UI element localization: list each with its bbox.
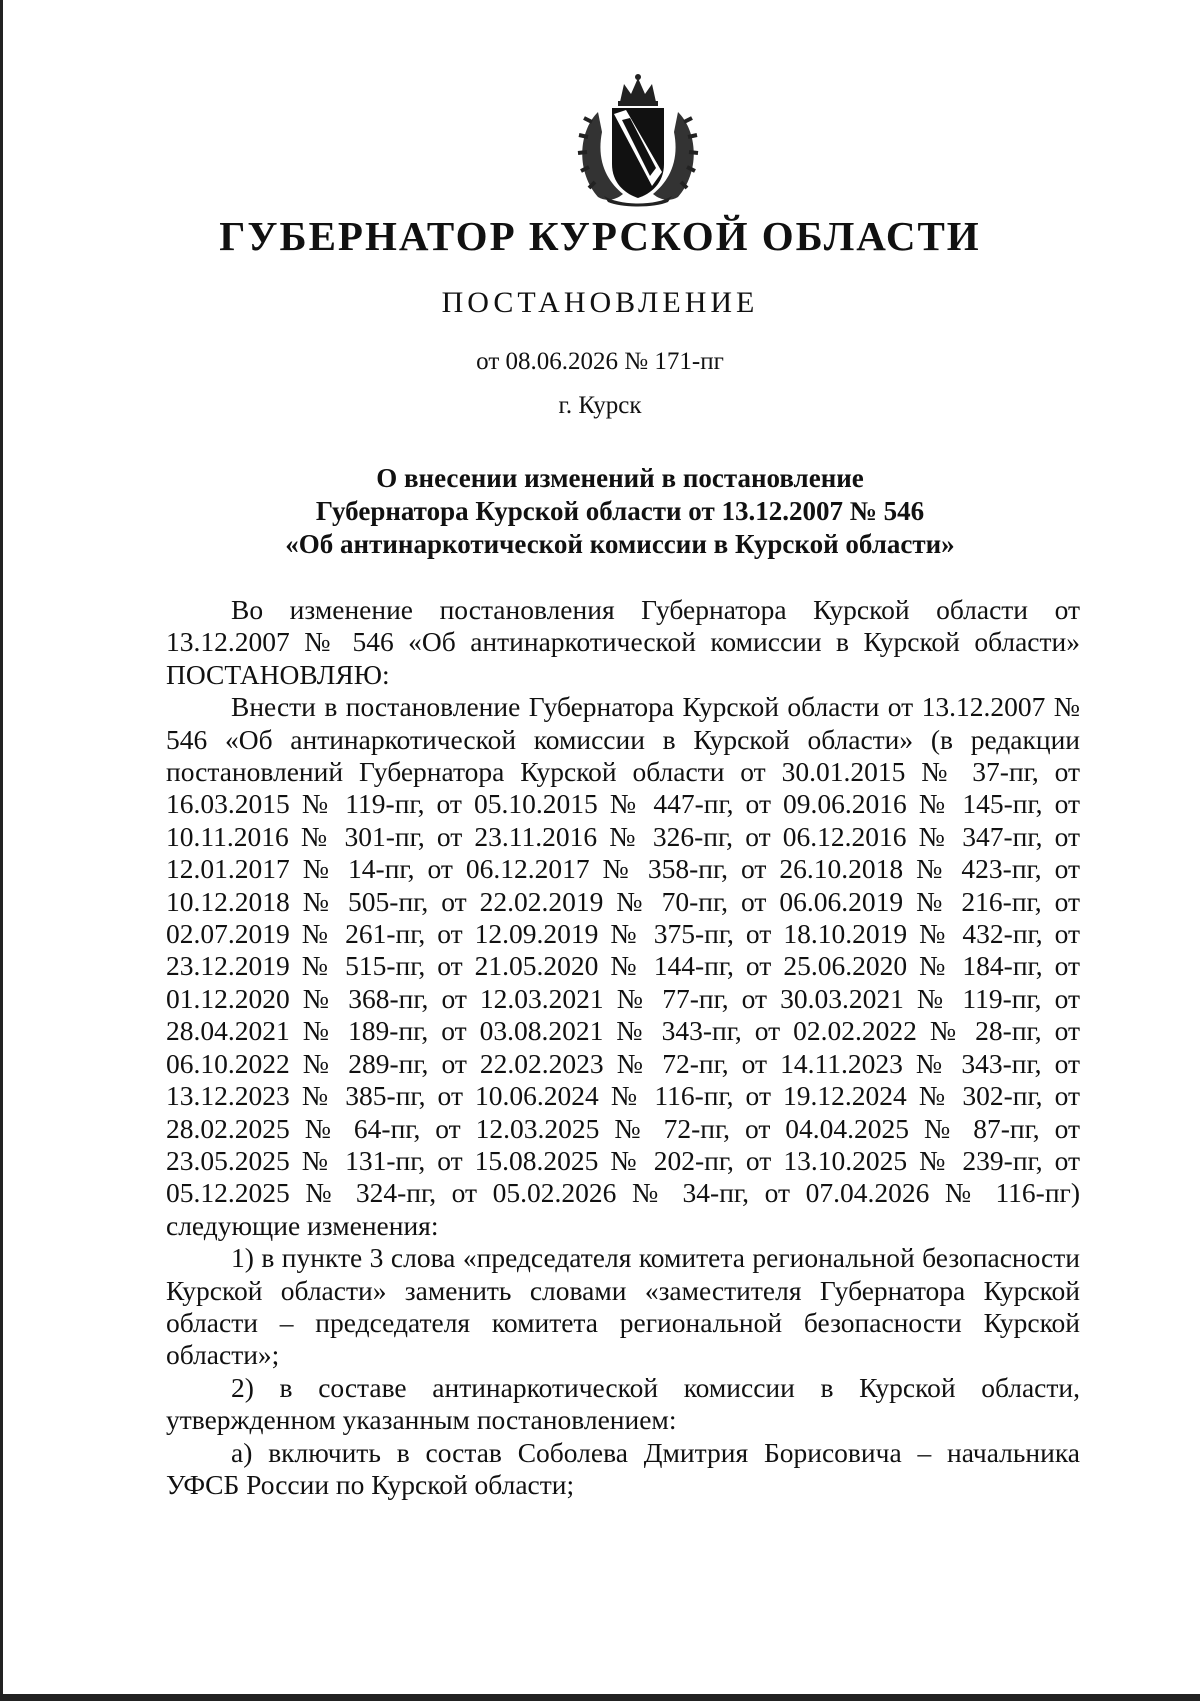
kursk-coat-of-arms-icon — [568, 72, 708, 208]
date-and-number: от 08.06.2026 № 171-пг — [476, 348, 724, 375]
item-2-paragraph: 2) в составе антинаркотической комиссии в Курской области, утвержденном указанным постановлением: — [166, 1371, 1080, 1436]
scan-edge-bottom — [0, 1694, 1200, 1701]
main-paragraph: Внести в постановление Губернатора Курской области от 13.12.2007 № 546 «Об антинаркотической комиссии в Курской области» (в редакции постановлений Губернатора Курской области от 30.01.2015 № 37-пг, от 16.03.2015 № 119-пг, от 05.10.2015 № 447-пг, от 09.06.2016 № 145-пг, от 10.11.2016 № 301-пг, от 23.11.2016 № 326-пг, от 06.12.2016 № 347-пг, от 12.01.2017 № 14-пг, от 06.12.2017 № 358-пг, от 26.10.2018 № 423-пг, от 10.12.2018 № 505-пг, от 22.02.2019 № 70-пг, от 06.06.2019 № 216-пг, от 02.07.2019 № 261-пг, от 12.09.2019 № 375-пг, от 18.10.2019 № 432-пг, от 23.12.2019 № 515-пг, от 21.05.2020 № 144-пг, от 25.06.2020 № 184-пг, от 01.12.2020 № 368-пг, от 12.03.2021 № 77-пг, от 30.03.2021 № 119-пг, от 28.04.2021 № 189-пг, от 03.08.2021 № 343-пг, от 02.02.2022 № 28-пг, от 06.10.2022 № 289-пг, от 22.02.2023 № 72-пг, от 14.11.2023 № 343-пг, от 13.12.2023 № 385-пг, от 10.06.2024 № 116-пг, от 19.12.2024 № 302-пг, от 28.02.2025 № 64-пг, от 12.03.2025 № 72-пг, от 04.04.2025 № 87-пг, от 23.05.2025 № 131-пг, от 15.08.2025 № 202-пг, от 13.10.2025 № 239-пг, от 05.12.2025 № 324-пг, от 05.02.2026 № 34-пг, от 07.04.2026 № 116-пг) следующие изменения: — [166, 691, 1080, 1241]
subject-line: О внесении изменений в постановление — [376, 463, 864, 493]
item-1-paragraph: 1) в пункте 3 слова «председателя комитета региональной безопасности Курской области» заменить словами «заместителя Губернатора Курской области – председателя комитета региональной безопасности Курской области»; — [166, 1242, 1080, 1371]
city: г. Курск — [558, 392, 642, 419]
item-2a-paragraph: а) включить в состав Соболева Дмитрия Борисовича – начальника УФСБ России по Курской области; — [166, 1436, 1080, 1500]
subject-line: Губернатора Курской области от 13.12.2007 № 546 — [315, 496, 925, 526]
document-type: ПОСТАНОВЛЕНИЕ — [441, 286, 759, 319]
authority-heading: ГУБЕРНАТОР КУРСКОЙ ОБЛАСТИ — [219, 213, 981, 259]
document-body — [166, 594, 1080, 1501]
subject-line: «Об антинаркотической комиссии в Курской области» — [285, 529, 955, 559]
preamble-paragraph: Во изменение постановления Губернатора Курской области от 13.12.2007 № 546 «Об антинаркотической комиссии в Курской области» ПОСТАНОВЛЯЮ: — [166, 594, 1080, 690]
document-subject — [160, 462, 1080, 561]
